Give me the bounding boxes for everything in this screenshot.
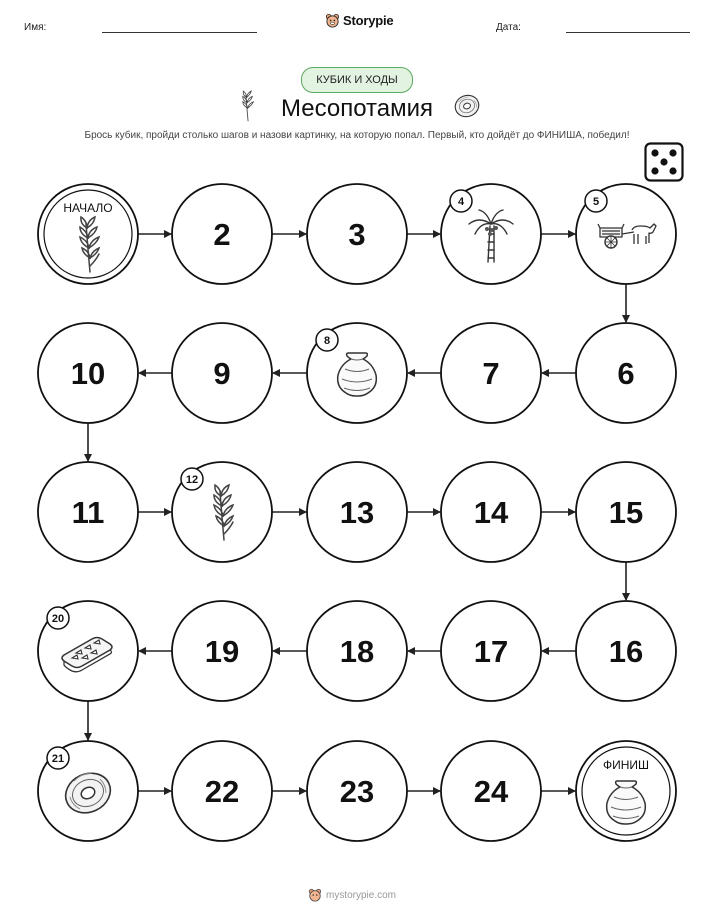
cell-number: 13	[339, 495, 375, 530]
cell-number: 7	[482, 356, 500, 391]
board-cell-12	[172, 462, 272, 562]
cell-number: 17	[473, 634, 509, 669]
board-cell-20	[38, 601, 138, 701]
brand-name: Storypie	[343, 13, 394, 28]
board-cell-23	[307, 741, 407, 841]
board-cell-2	[172, 184, 272, 284]
date-label: Дата:	[496, 22, 521, 33]
board-cell-8	[307, 323, 407, 423]
cell-number: 10	[70, 356, 106, 391]
board-cell-6	[576, 323, 676, 423]
cell-number: 15	[608, 495, 644, 530]
start-label: НАЧАЛО	[63, 201, 113, 215]
cell-badge-number: 8	[323, 335, 331, 347]
cell-number: 22	[204, 774, 240, 809]
board-cell-3	[307, 184, 407, 284]
board-cell-21	[38, 741, 138, 841]
cell-number: 23	[339, 774, 375, 809]
board-cell-9	[172, 323, 272, 423]
board-cell-5	[576, 184, 676, 284]
cell-badge	[181, 468, 203, 490]
cell-number: 11	[71, 495, 105, 530]
board-cell-10	[38, 323, 138, 423]
board-cell-1	[38, 184, 138, 284]
cell-number: 14	[473, 495, 509, 530]
board-cell-14	[441, 462, 541, 562]
board-cell-25	[576, 741, 676, 841]
board-cell-11	[38, 462, 138, 562]
board-cell-19	[172, 601, 272, 701]
board-cell-4	[441, 184, 541, 284]
cell-number: 19	[204, 634, 240, 669]
cell-number: 2	[213, 217, 231, 252]
cell-badge	[450, 190, 472, 212]
cell-badge	[316, 329, 338, 351]
board-cell-17	[441, 601, 541, 701]
cell-number: 18	[339, 634, 375, 669]
cell-number: 16	[608, 634, 644, 669]
bear-icon	[308, 888, 322, 902]
cell-badge-number: 5	[592, 196, 600, 208]
board-cell-22	[172, 741, 272, 841]
cell-number: 9	[213, 356, 231, 391]
cell-badge-number: 4	[457, 196, 465, 208]
cell-badge-number: 20	[51, 613, 65, 625]
game-type-tag: КУБИК И ХОДЫ	[301, 67, 413, 93]
cell-number: 24	[473, 774, 509, 809]
cell-number: 3	[348, 217, 366, 252]
cell-badge	[47, 747, 69, 769]
name-label: Имя:	[24, 22, 47, 33]
cell-badge-number: 12	[185, 474, 199, 486]
board-cell-7	[441, 323, 541, 423]
board-cell-24	[441, 741, 541, 841]
cell-badge	[585, 190, 607, 212]
finish-label: ФИНИШ	[602, 758, 650, 772]
board-cell-15	[576, 462, 676, 562]
instructions: Брось кубик, пройди столько шагов и назови картинку, на которую попал. Первый, кто дойдёт до ФИНИША, победил!	[84, 130, 630, 141]
board-cell-18	[307, 601, 407, 701]
footer-url: mystorypie.com	[326, 889, 397, 901]
board-cell-13	[307, 462, 407, 562]
footer	[308, 888, 396, 902]
cell-number: 6	[617, 356, 635, 391]
board-cell-16	[576, 601, 676, 701]
cell-badge-number: 21	[51, 753, 65, 765]
cell-badge	[47, 607, 69, 629]
page-title: Месопотамия	[280, 95, 433, 122]
